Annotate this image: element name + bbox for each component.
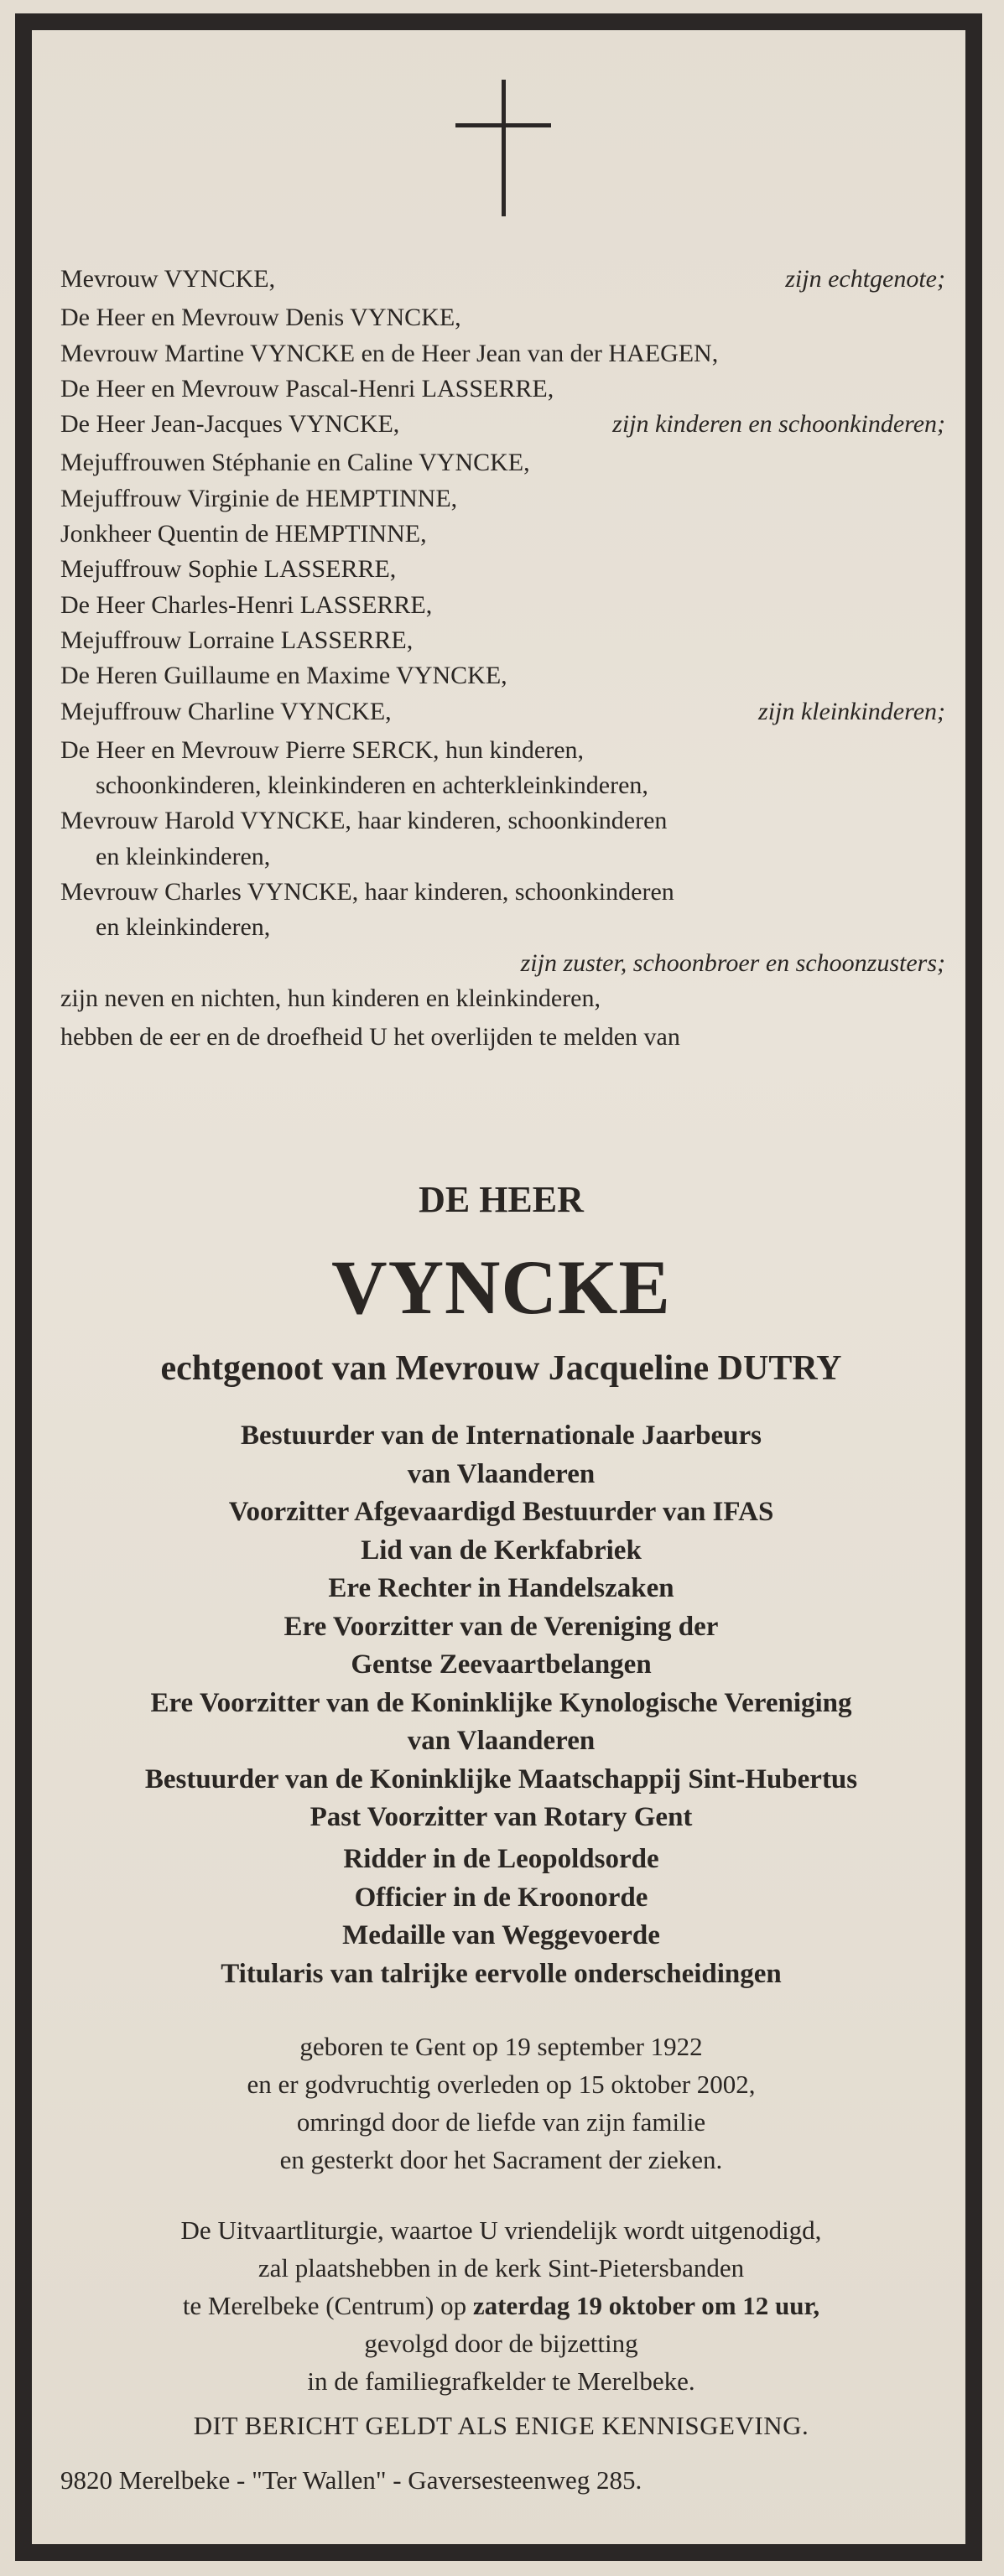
funeral-line: in de familiegrafkelder te Merelbeke. [307, 2366, 695, 2396]
family-line: De Heren Guillaume en Maxime VYNCKE, [60, 662, 507, 690]
family-line: De Heer en Mevrouw Pierre SERCK, hun kinderen, [60, 735, 585, 764]
family-line: schoonkinderen, kleinkinderen en achterkleinkinderen, [96, 771, 648, 800]
title-line: Gentse Zeevaartbelangen [351, 1649, 652, 1680]
life-details [50, 2028, 952, 2179]
family-line: Mejuffrouw Charline VYNCKE, zijn kleinkinderen; [60, 694, 945, 730]
family-line: Mevrouw Charles VYNCKE, haar kinderen, schoonkinderen [60, 878, 674, 906]
honor-line: Ridder in de Leopoldsorde [343, 1844, 659, 1874]
family-line: Mevrouw Harold VYNCKE, haar kinderen, schoonkinderen [60, 807, 668, 835]
title-line: Past Voorzitter van Rotary Gent [310, 1802, 693, 1832]
family-line: zijn neven en nichten, hun kinderen en kleinkinderen, [60, 984, 601, 1012]
title-line: Ere Voorzitter van de Koninklijke Kynologische Vereniging [150, 1687, 852, 1718]
funeral-details [50, 2211, 952, 2400]
family-line: De Heer Charles-Henri LASSERRE, [60, 590, 433, 619]
notice-statement: DIT BERICHT GELDT ALS ENIGE KENNISGEVING. [193, 2411, 809, 2440]
family-line: Mejuffrouw Virginie de HEMPTINNE, [60, 484, 458, 512]
title-line: Lid van de Kerkfabriek [361, 1535, 642, 1566]
honors-list [50, 1841, 952, 1993]
family-line [60, 946, 945, 981]
family-line: Mevrouw Martine VYNCKE en de Heer Jean van der HAEGEN, [60, 339, 719, 367]
honor-line: Medaille van Weggevoerde [342, 1920, 660, 1950]
family-line: De Heer en Mevrouw Pascal-Henri LASSERRE, [60, 374, 554, 402]
title-line: van Vlaanderen [407, 1726, 596, 1756]
life-line: en er godvruchtig overleden op 15 oktober 2002, [247, 2070, 756, 2099]
life-line: omringd door de liefde van zijn familie [296, 2107, 706, 2137]
family-line: Mejuffrouw Lorraine LASSERRE, [60, 626, 414, 654]
funeral-line: De Uitvaartliturgie, waartoe U vriendelijk wordt uitgenodigd, [180, 2215, 822, 2245]
family-role: zijn kleinkinderen; [758, 697, 945, 725]
title-line: Ere Rechter in Handelszaken [328, 1573, 674, 1603]
title-line: Voorzitter Afgevaardigd Bestuurder van IFAS [228, 1497, 774, 1527]
funeral-line: zal plaatshebben in de kerk Sint-Pietersbanden [258, 2253, 745, 2283]
honor-line: Titularis van talrijke eervolle onderscheidingen [221, 1958, 782, 1989]
family-line: Mejuffrouwen Stéphanie en Caline VYNCKE, [60, 449, 530, 477]
funeral-date-time: zaterdag 19 oktober om 12 uur, [472, 2291, 820, 2320]
family-list [60, 262, 945, 1056]
family-line: Mejuffrouw Sophie LASSERRE, [60, 555, 397, 584]
title-line: Bestuurder van de Koninklijke Maatschappij Sint-Hubertus [144, 1763, 858, 1794]
family-line: De Heer en Mevrouw Denis VYNCKE, [60, 304, 461, 332]
family-line: en kleinkinderen, [96, 842, 271, 870]
title-line: Ere Voorzitter van de Vereniging der [284, 1611, 719, 1642]
deceased-name: VYNCKE [331, 1244, 671, 1330]
honor-line: Officier in de Kroonorde [354, 1882, 648, 1913]
family-role: zijn kinderen en schoonkinderen; [612, 410, 945, 439]
titles-list [50, 1417, 952, 1837]
life-line: en gesterkt door het Sacrament der zieken. [279, 2145, 723, 2174]
life-line: geboren te Gent op 19 september 1922 [299, 2032, 703, 2061]
family-line: Jonkheer Quentin de HEMPTINNE, [60, 520, 427, 548]
title-line: Bestuurder van de Internationale Jaarbeurs [241, 1420, 762, 1451]
announcement-line: hebben de eer en de droefheid U het overlijden te melden van [60, 1023, 680, 1052]
contact-address: 9820 Merelbeke - "Ter Wallen" - Gaversesteenweg 285. [60, 2465, 642, 2495]
family-line: en kleinkinderen, [96, 913, 271, 942]
family-role: zijn echtgenote; [785, 265, 945, 293]
deceased-prefix: DE HEER [419, 1179, 584, 1220]
funeral-line: gevolgd door de bijzetting [364, 2329, 638, 2358]
deceased-spouse: echtgenoot van Mevrouw Jacqueline DUTRY [160, 1349, 842, 1388]
family-line: Mevrouw VYNCKE, zijn echtgenote; [60, 262, 945, 297]
family-role: zijn zuster, schoonbroer en schoonzusters; [520, 948, 945, 977]
title-line: van Vlaanderen [407, 1458, 596, 1489]
funeral-line: te Merelbeke (Centrum) op zaterdag 19 oktober om 12 uur, [182, 2291, 820, 2320]
family-line: De Heer Jean-Jacques VYNCKE, zijn kinderen en schoonkinderen; [60, 407, 945, 442]
